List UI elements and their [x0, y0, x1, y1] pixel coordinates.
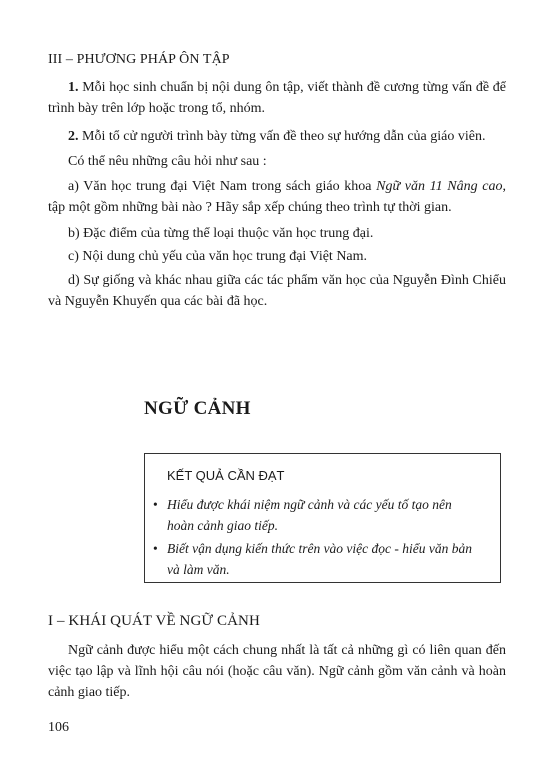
paragraph-2-number: 2. [68, 129, 79, 144]
objective-2-line-1: Biết vận dụng kiến thức trên vào việc đọc - hiểu văn bản [167, 541, 473, 556]
section-3-heading: III – PHƯƠNG PHÁP ÔN TẬP [48, 52, 230, 67]
question-a-start: a) Văn học trung đại Việt Nam trong sách giáo khoa [68, 179, 377, 194]
objective-1-line-2: hoàn cảnh giao tiếp. [167, 518, 278, 533]
bullet-icon: • [153, 541, 158, 556]
paragraph-2-text: Mỗi tổ cử người trình bày từng vấn đề theo sự hướng dẫn của giáo viên. [78, 129, 486, 144]
objective-2-line-2: và làm văn. [167, 562, 230, 577]
paragraph-1-number: 1. [68, 80, 79, 95]
lesson-title: NGỮ CẢNH [144, 398, 251, 419]
section-3-paragraph-2 [48, 126, 506, 147]
questions-intro: Có thể nêu những câu hỏi như sau : [68, 154, 267, 169]
paragraph-1-text: Mỗi học sinh chuẩn bị nội dung ôn tập, viết thành đề cương từng vấn đề để trình bày trên lớp hoặc trong tổ, nhóm. [48, 80, 506, 116]
question-a-book-title: Ngữ văn 11 Nâng cao [376, 179, 503, 194]
section-3-paragraph-1 [48, 77, 506, 119]
objectives-box-title: KẾT QUẢ CẦN ĐẠT [167, 468, 285, 483]
question-b: b) Đặc điểm của từng thể loại thuộc văn học trung đại. [68, 226, 374, 241]
page-number: 106 [48, 720, 69, 735]
objective-item-1 [153, 494, 493, 536]
objective-item-2 [153, 538, 493, 580]
bullet-icon: • [153, 497, 158, 512]
question-a [48, 176, 506, 218]
question-c: c) Nội dung chủ yếu của văn học trung đại Việt Nam. [68, 249, 368, 264]
question-d: d) Sự giống và khác nhau giữa các tác phẩm văn học của Nguyễn Đình Chiểu và Nguyễn Khuyến qua các bài đã học. [48, 273, 506, 309]
question-a-end: , tập một gồm những bài nào ? Hãy sắp xếp chúng theo trình tự thời gian. [48, 179, 506, 215]
objectives-box [144, 453, 501, 583]
objective-1-line-1: Hiểu được khái niệm ngữ cảnh và các yếu tố tạo nên [167, 497, 452, 512]
section-1-paragraph: Ngữ cảnh được hiểu một cách chung nhất là tất cả những gì có liên quan đến việc tạo lập và lĩnh hội câu nói (hoặc câu văn). Ngữ cảnh gồm văn cảnh và hoàn cảnh giao tiếp. [48, 643, 506, 700]
section-1-heading: I – KHÁI QUÁT VỀ NGỮ CẢNH [48, 613, 260, 629]
